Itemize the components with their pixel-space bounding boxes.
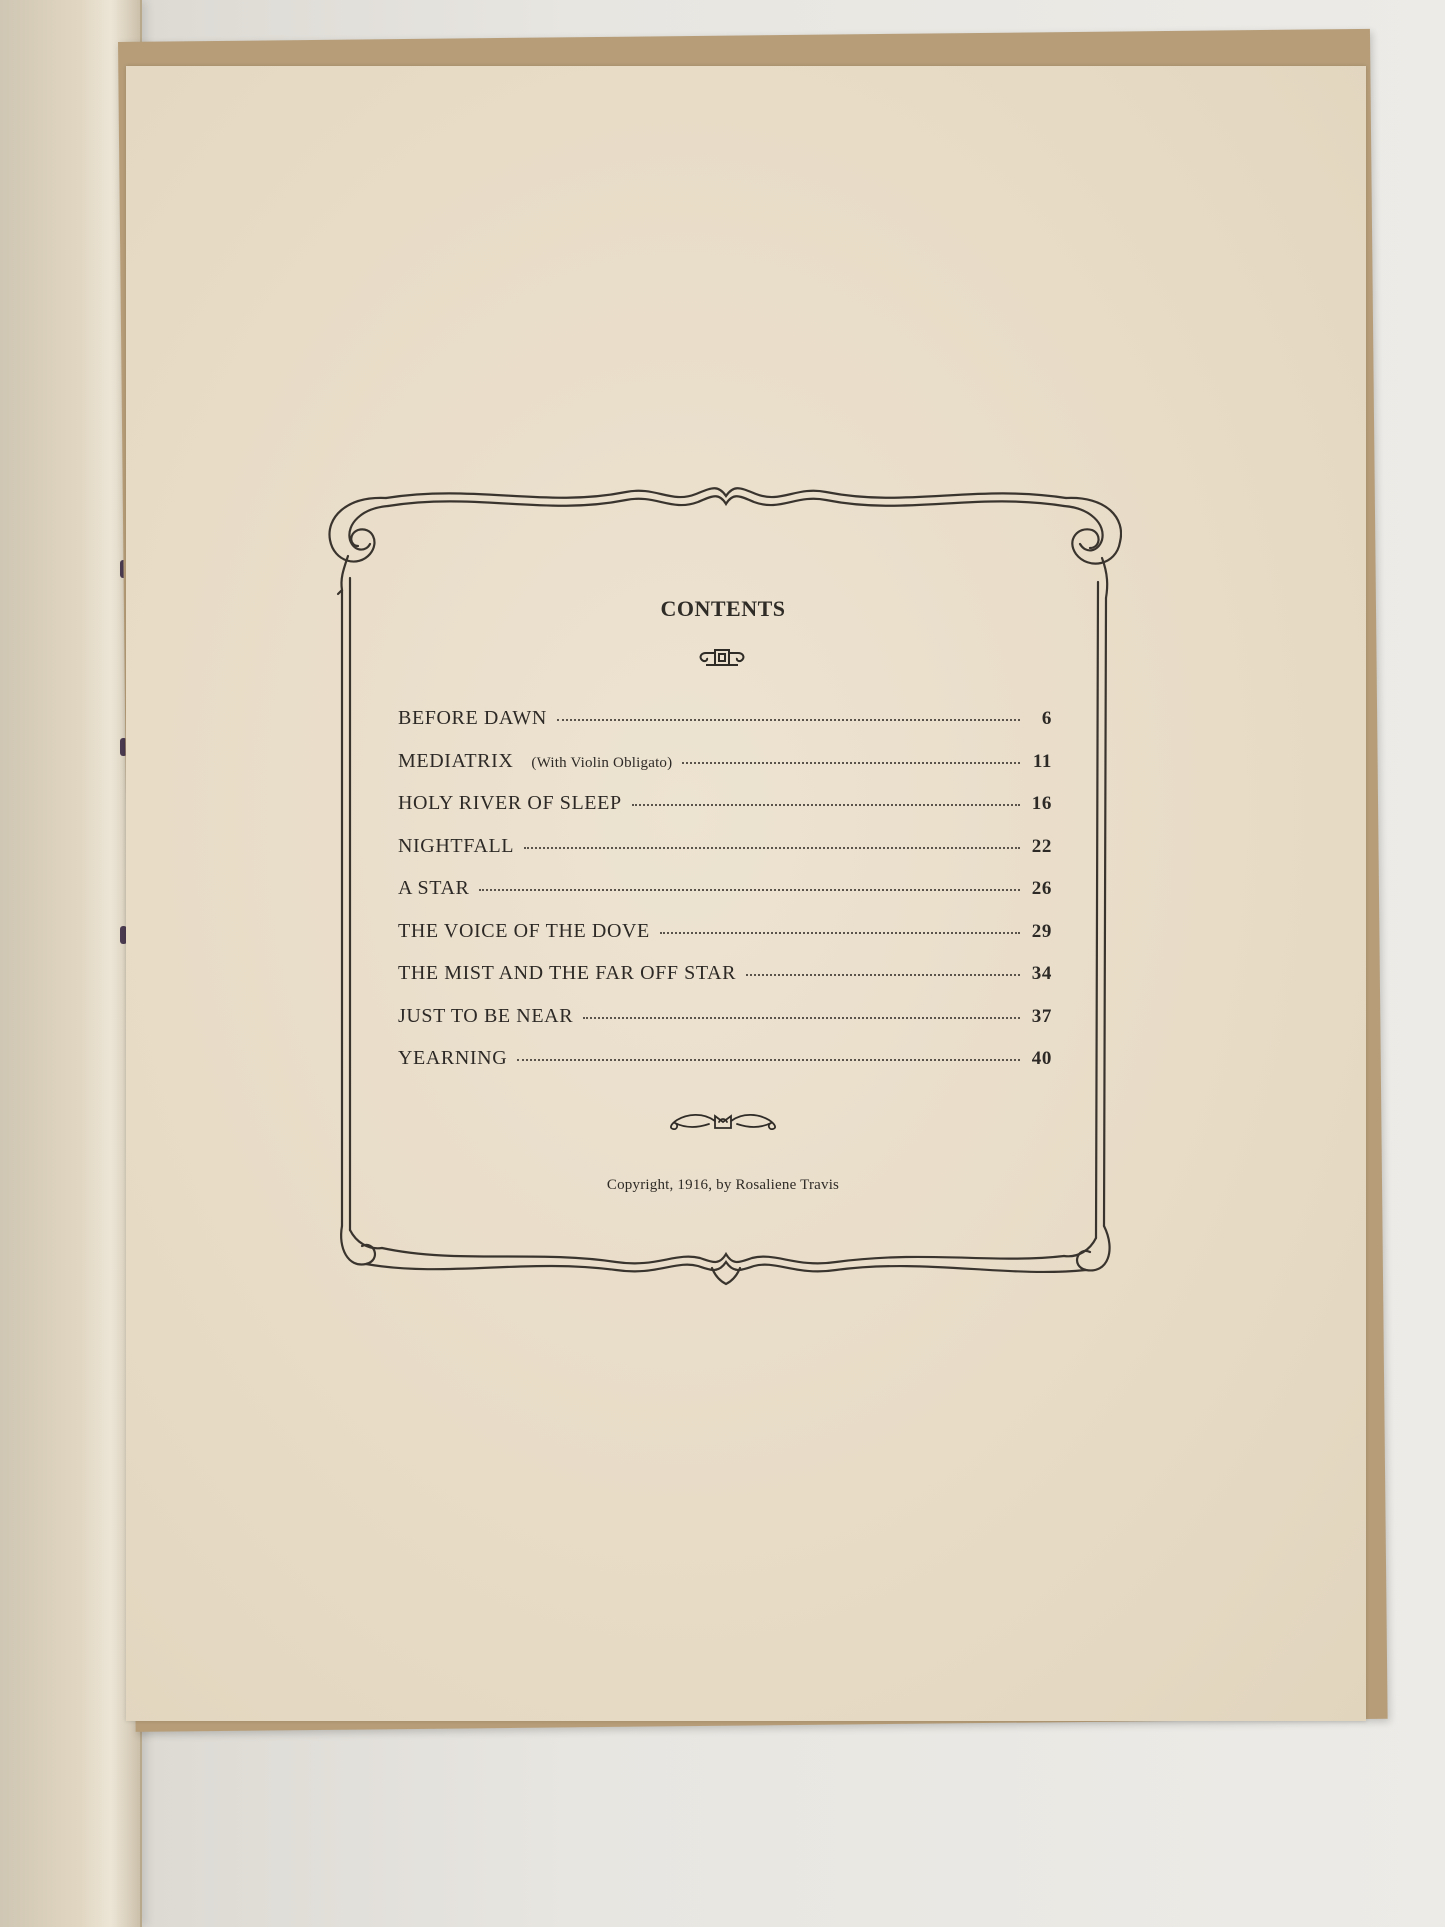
toc-entry-title: JUST TO BE NEAR	[398, 1004, 574, 1027]
toc-entry-page: 11	[1032, 750, 1052, 772]
floral-scroll-ornament-icon	[663, 1108, 783, 1134]
toc-entry-page: 37	[1031, 1005, 1052, 1027]
toc-entry[interactable]	[398, 835, 1052, 878]
toc-entry-title: THE VOICE OF THE DOVE	[398, 919, 650, 942]
dot-leader	[632, 804, 1020, 806]
toc-entry-page: 6	[1041, 708, 1052, 729]
dot-leader	[746, 974, 1020, 976]
toc-entry-title: MEDIATRIX	[398, 749, 514, 772]
toc-entry[interactable]	[398, 707, 1052, 750]
toc-entry-note: (With Violin Obligato)	[531, 754, 673, 771]
toc-entry-page: 29	[1031, 920, 1052, 942]
table-of-contents	[398, 707, 1052, 1090]
dot-leader	[583, 1017, 1020, 1019]
toc-entry-title: A STAR	[398, 877, 470, 899]
square-scroll-ornament-icon	[696, 645, 748, 671]
copyright-notice: Copyright, 1916, by Rosaliene Travis	[606, 1177, 840, 1193]
toc-entry-page: 40	[1031, 1048, 1052, 1069]
toc-entry-page: 26	[1031, 878, 1052, 899]
toc-entry-title: NIGHTFALL	[398, 834, 515, 857]
toc-entry-page: 22	[1031, 835, 1052, 857]
dot-leader	[524, 847, 1020, 849]
toc-entry-title: YEARNING	[398, 1047, 508, 1069]
toc-entry[interactable]	[398, 962, 1052, 1005]
toc-entry-title: BEFORE DAWN	[398, 707, 547, 729]
contents-heading: CONTENTS	[660, 596, 786, 621]
dot-leader	[557, 719, 1020, 721]
toc-entry-title: THE MIST AND THE FAR OFF STAR	[398, 962, 737, 984]
dot-leader	[660, 932, 1020, 934]
toc-entry[interactable]	[398, 1005, 1052, 1048]
toc-entry-title: HOLY RIVER OF SLEEP	[398, 792, 622, 814]
dot-leader	[517, 1059, 1020, 1061]
toc-entry[interactable]	[398, 792, 1052, 835]
toc-entry[interactable]	[398, 1047, 1052, 1090]
toc-entry[interactable]	[398, 877, 1052, 920]
dot-leader	[479, 889, 1020, 891]
toc-entry[interactable]	[398, 920, 1052, 963]
toc-entry[interactable]	[398, 750, 1052, 793]
toc-entry-page: 34	[1031, 963, 1052, 984]
dot-leader	[682, 762, 1020, 764]
toc-entry-page: 16	[1031, 793, 1052, 814]
